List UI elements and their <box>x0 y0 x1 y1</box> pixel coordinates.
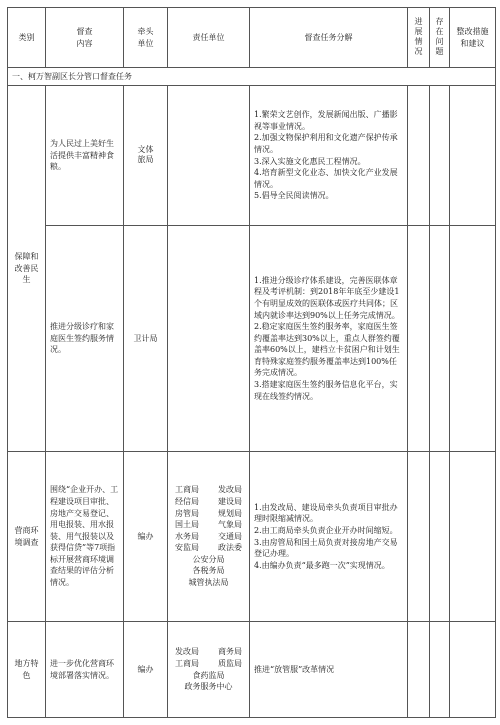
unit-single: 政务服务中心 <box>184 682 233 692</box>
header-task-breakdown: 督查任务分解 <box>250 8 408 68</box>
problems-cell <box>430 86 450 226</box>
content-cell: 围绕“企业开办、工程建设项目审批、房地产交易登记、用电报装、用水报装、用气报装以及获得信贷”等7项指标开展营商环境调查结果的评估分析情况。 <box>46 452 124 622</box>
responsible-cell <box>168 226 250 452</box>
measures-cell <box>450 226 496 452</box>
tasks-cell: 1.由发改局、建设局牵头负责项目审批办理时限缩减情况。 2.由工商局牵头负责企业开办时间缩短。 3.由房管局和国土局负责对接房地产交易登记办理。 4.由编办负责“最多跑一次”实现情况。 <box>250 452 408 622</box>
progress-cell <box>408 452 430 622</box>
unit-pair: 发改局 商务局 <box>175 647 242 657</box>
header-content: 督查 内容 <box>46 8 124 68</box>
tasks-cell: 推进“放管服”改革情况 <box>250 622 408 718</box>
header-lead-unit: 牵头 单位 <box>124 8 168 68</box>
measures-cell <box>450 622 496 718</box>
unit-single: 城管执法局 <box>188 578 229 588</box>
unit-pair: 水务局 交通局 <box>175 531 242 541</box>
lead-unit-cell: 卫计局 <box>124 226 168 452</box>
unit-single: 食药监局 <box>192 670 225 680</box>
unit-pair: 房管局 规划局 <box>175 508 242 518</box>
unit-pair: 国土局 气象局 <box>175 520 242 530</box>
table-row <box>8 452 496 622</box>
section-row <box>8 68 496 86</box>
progress-cell <box>408 622 430 718</box>
category-cell: 地方特色 <box>8 622 46 718</box>
header-progress: 进展情况 <box>408 8 430 68</box>
unit-pair: 安监局 政法委 <box>175 543 242 553</box>
header-row <box>8 8 496 68</box>
header-category: 类别 <box>8 8 46 68</box>
content-cell: 为人民过上美好生活提供丰富精神食粮。 <box>46 86 124 226</box>
table-row <box>8 622 496 718</box>
table-row <box>8 86 496 226</box>
table-row <box>8 226 496 452</box>
content-cell: 进一步优化营商环境部署落实情况。 <box>46 622 124 718</box>
responsible-units-cell <box>168 622 250 718</box>
responsible-units-cell <box>168 452 250 622</box>
category-cell: 营商环境调查 <box>8 452 46 622</box>
lead-unit-cell: 编办 <box>124 622 168 718</box>
category-cell: 保障和改善民生 <box>8 86 46 452</box>
problems-cell <box>430 622 450 718</box>
tasks-cell: 1.繁荣文艺创作，发展新闻出版、广播影视等事业情况。 2.加强文物保护利用和文化遗产保护传承情况。 3.深入实施文化惠民工程情况。 4.培育新型文化业态、加快文化产业发展情况。 5.倡导全民阅读情况。 <box>250 86 408 226</box>
problems-cell <box>430 452 450 622</box>
unit-single: 各税务局 <box>192 566 225 576</box>
header-responsible-unit: 责任单位 <box>168 8 250 68</box>
responsible-cell <box>168 86 250 226</box>
unit-pair: 工商局 质监局 <box>175 658 242 668</box>
progress-cell <box>408 226 430 452</box>
section-title: 一、柯万智副区长分管口督查任务 <box>8 68 496 86</box>
unit-pair: 经信局 建设局 <box>175 496 242 506</box>
lead-unit-cell: 文体旅局 <box>124 86 168 226</box>
header-measures: 整改措施 和建议 <box>450 8 496 68</box>
unit-pair: 工商局 发改局 <box>175 485 242 495</box>
supervision-table <box>7 7 496 718</box>
measures-cell <box>450 86 496 226</box>
lead-unit-cell: 编办 <box>124 452 168 622</box>
unit-single: 公安分局 <box>192 554 225 564</box>
content-cell: 推进分级诊疗和家庭医生签约服务情况。 <box>46 226 124 452</box>
measures-cell <box>450 452 496 622</box>
problems-cell <box>430 226 450 452</box>
tasks-cell: 1.推进分级诊疗体系建设，完善医联体章程及考评机制：到2018年年底至少建设1个有明显成效的医联体或医疗共同体；区域内就诊率达到90%以上任务完成情况。 2.稳定家庭医生签约服务率，家庭医生签约覆盖率达到30%以上，重点人群签约覆盖率60%以上，建档立卡贫困户和计划生育特殊家庭签约服务覆盖率达到100%任务完成情况。 3.搭建家庭医生签约服务信息化平台，实现在线签约情况。 <box>250 226 408 452</box>
progress-cell <box>408 86 430 226</box>
header-problems: 存在问题 <box>430 8 450 68</box>
